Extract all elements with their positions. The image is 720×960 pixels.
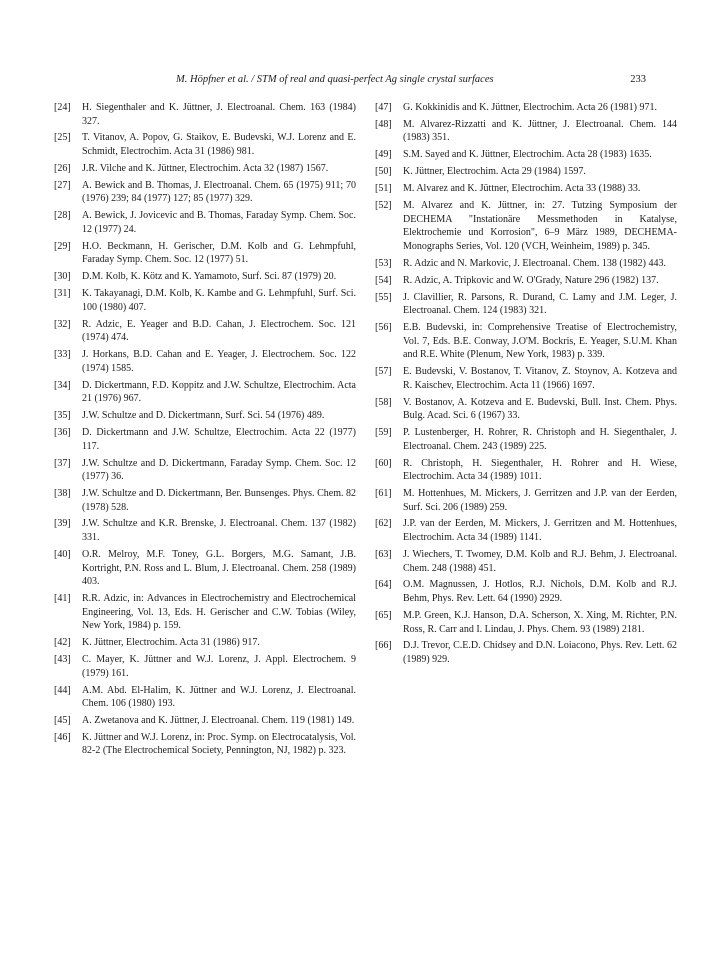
reference-text: D.M. Kolb, K. Kötz and K. Yamamoto, Surf. Sci. 87 (1979) 20.: [82, 271, 337, 283]
reference-number: [55]: [375, 291, 392, 303]
reference-entry: [375, 457, 677, 484]
reference-text: A.M. Abd. El-Halim, K. Jüttner and W.J. Lorenz, J. Electroanal. Chem. 106 (1980) 193.: [82, 684, 356, 710]
reference-entry: [54, 731, 356, 758]
reference-entry: [54, 162, 356, 176]
reference-entry: [375, 578, 677, 605]
reference-text: C. Mayer, K. Jüttner and W.J. Lorenz, J. Appl. Electrochem. 9 (1979) 161.: [82, 654, 356, 679]
reference-entry: [375, 396, 677, 423]
reference-entry: [54, 270, 356, 284]
reference-entry: [54, 684, 356, 711]
reference-text: H.O. Beckmann, H. Gerischer, D.M. Kolb and G. Lehmpfuhl, Faraday Symp. Chem. Soc. 12 (1977) 51.: [82, 240, 356, 266]
reference-number: [49]: [375, 149, 392, 161]
reference-entry: [54, 379, 356, 406]
reference-entry: [54, 131, 356, 158]
reference-number: [34]: [54, 379, 71, 391]
reference-number: [64]: [375, 579, 392, 591]
reference-entry: [375, 165, 677, 179]
reference-entry: [54, 548, 356, 589]
reference-number: [28]: [54, 210, 71, 222]
reference-entry: [54, 318, 356, 345]
reference-text: G. Kokkinidis and K. Jüttner, Electrochim. Acta 26 (1981) 971.: [403, 102, 657, 113]
reference-number: [61]: [375, 488, 392, 499]
reference-number: [38]: [54, 488, 71, 499]
reference-text: D. Dickertmann, F.D. Koppitz and J.W. Schultze, Electrochim. Acta 21 (1976) 967.: [82, 379, 356, 405]
reference-number: [37]: [54, 457, 71, 469]
reference-text: P. Lustenberger, H. Rohrer, R. Christoph and H. Siegenthaler, J. Electroanal. Chem. 243 (1989) 225.: [403, 427, 677, 452]
reference-number: [47]: [375, 102, 392, 113]
reference-text: M. Alvarez and K. Jüttner, in: 27. Tutzing Symposium der DECHEMA "Instationäre Messmethoden in Katalyse, Elektrochemie und Korrosion", 6–9 März 1989, DECHEMA-Monographs Series, Vol. 120 (VCH, Weinheim, 1989) p. 345.: [403, 200, 677, 252]
reference-number: [56]: [375, 321, 392, 333]
reference-number: [52]: [375, 200, 392, 212]
reference-entry: [375, 365, 677, 392]
reference-entry: [375, 426, 677, 453]
reference-text: J.R. Vilche and K. Jüttner, Electrochim. Acta 32 (1987) 1567.: [82, 162, 329, 174]
reference-entry: [54, 457, 356, 484]
reference-text: R. Adzic, E. Yeager and B.D. Cahan, J. Electrochem. Soc. 121 (1974) 474.: [82, 318, 356, 344]
reference-number: [59]: [375, 427, 392, 439]
running-title: M. Höpfner et al. / STM of real and quasi-perfect Ag single crystal surfaces: [176, 74, 494, 85]
reference-text: M.P. Green, K.J. Hanson, D.A. Scherson, X. Xing, M. Richter, P.N. Ross, R. Carr and I. Lindau, J. Phys. Chem. 93 (1989) 2181.: [403, 609, 677, 635]
reference-entry: [375, 148, 677, 162]
reference-entry: [54, 179, 356, 206]
reference-text: J.W. Schultze and D. Dickertmann, Ber. Bunsenges. Phys. Chem. 82 (1978) 528.: [82, 488, 356, 513]
reference-number: [25]: [54, 132, 71, 144]
reference-entry: [54, 653, 356, 680]
reference-number: [57]: [375, 366, 392, 378]
reference-number: [50]: [375, 166, 392, 178]
reference-text: M. Alvarez and K. Jüttner, Electrochim. Acta 33 (1988) 33.: [403, 183, 641, 195]
reference-number: [36]: [54, 427, 71, 439]
reference-number: [58]: [375, 396, 392, 408]
reference-entry: [54, 409, 356, 423]
reference-text: O.M. Magnussen, J. Hotlos, R.J. Nichols, D.M. Kolb and R.J. Behm, Phys. Rev. Lett. 64 (1990) 2929.: [403, 579, 677, 605]
reference-text: J.P. van der Eerden, M. Mickers, J. Gerritzen and M. Hottenhues, Electrochim. Acta 34 (1989) 1141.: [403, 518, 677, 544]
reference-text: A. Bewick and B. Thomas, J. Electroanal. Chem. 65 (1975) 911; 70 (1976) 239; 84 (1977) 127; 85 (1977) 329.: [82, 179, 356, 205]
reference-number: [51]: [375, 183, 392, 195]
reference-text: M. Hottenhues, M. Mickers, J. Gerritzen and J.P. van der Eerden, Surf. Sci. 206 (1989) 259.: [403, 488, 677, 513]
reference-entry: [375, 291, 677, 318]
reference-text: A. Bewick, J. Jovicevic and B. Thomas, Faraday Symp. Chem. Soc. 12 (1977) 24.: [82, 210, 356, 235]
reference-entry: [54, 592, 356, 633]
reference-entry: [54, 287, 356, 314]
reference-text: K. Jüttner, Electrochim. Acta 29 (1984) 1597.: [403, 166, 586, 178]
reference-entry: [375, 274, 677, 288]
reference-text: V. Bostanov, A. Kotzeva and E. Budevski, Bull. Inst. Chem. Phys. Bulg. Acad. Sci. 6 (1967) 33.: [403, 396, 677, 422]
reference-entry: [375, 517, 677, 544]
reference-entry: [54, 101, 356, 128]
reference-text: A. Zwetanova and K. Jüttner, J. Electroanal. Chem. 119 (1981) 149.: [82, 714, 355, 726]
reference-entry: [375, 118, 677, 145]
reference-text: J.W. Schultze and D. Dickertmann, Faraday Symp. Chem. Soc. 12 (1977) 36.: [82, 457, 356, 483]
reference-number: [33]: [54, 349, 71, 361]
reference-text: R. Christoph, H. Siegenthaler, H. Rohrer and H. Wiese, Electrochim. Acta 34 (1989) 1011.: [403, 457, 677, 483]
reference-entry: [375, 609, 677, 636]
reference-text: J. Horkans, B.D. Cahan and E. Yeager, J. Electrochem. Soc. 122 (1974) 1585.: [82, 349, 356, 374]
reference-text: D. Dickertmann and J.W. Schultze, Electrochim. Acta 22 (1977) 117.: [82, 427, 356, 452]
reference-text: J.W. Schultze and D. Dickertmann, Surf. Sci. 54 (1976) 489.: [82, 410, 325, 422]
reference-number: [46]: [54, 731, 71, 743]
reference-text: R.R. Adzic, in: Advances in Electrochemistry and Electrochemical Engineering, Vol. 13, Eds. H. Gerischer and C.W. Tobias (Wiley, New York, 1984) p. 159.: [82, 593, 356, 632]
reference-number: [42]: [54, 637, 71, 649]
reference-text: E. Budevski, V. Bostanov, T. Vitanov, Z. Stoynov, A. Kotzeva and R. Kaischev, Electrochim. Acta 11 (1966) 1697.: [403, 366, 677, 391]
reference-number: [45]: [54, 714, 71, 726]
reference-entry: [54, 209, 356, 236]
reference-text: J. Clavillier, R. Parsons, R. Durand, C. Lamy and J.M. Leger, J. Electroanal. Chem. 124 (1983) 321.: [403, 291, 677, 317]
reference-entry: [54, 348, 356, 375]
reference-text: J.W. Schultze and K.R. Brenske, J. Electroanal. Chem. 137 (1982) 331.: [82, 518, 356, 544]
reference-text: O.R. Melroy, M.F. Toney, G.L. Borgers, M.G. Samant, J.B. Kortright, P.N. Ross and L. Blum, J. Electroanal. Chem. 258 (1989) 403.: [82, 548, 356, 588]
reference-number: [63]: [375, 548, 392, 560]
reference-number: [44]: [54, 684, 71, 696]
reference-text: S.M. Sayed and K. Jüttner, Electrochim. Acta 28 (1983) 1635.: [403, 149, 652, 161]
reference-number: [35]: [54, 410, 71, 422]
reference-text: E.B. Budevski, in: Comprehensive Treatise of Electrochemistry, Vol. 7, Eds. B.E. Conway, J.O'M. Bockris, E. Yeager, S.U.M. Khan and R.E. White (Plenum, New York, 1983) p. 339.: [403, 321, 677, 361]
reference-number: [60]: [375, 457, 392, 469]
reference-number: [54]: [375, 274, 392, 286]
reference-number: [43]: [54, 654, 71, 666]
reference-text: K. Jüttner and W.J. Lorenz, in: Proc. Symp. on Electrocatalysis, Vol. 82-2 (The Electrochemical Society, Pennington, NJ, 1982) p. 323.: [82, 731, 356, 757]
reference-number: [27]: [54, 179, 71, 191]
running-header: [176, 73, 646, 87]
page-number: 233: [630, 74, 646, 85]
reference-entry: [375, 101, 677, 115]
reference-number: [39]: [54, 518, 71, 530]
reference-text: R. Adzic and N. Markovic, J. Electroanal. Chem. 138 (1982) 443.: [403, 257, 666, 269]
reference-text: K. Jüttner, Electrochim. Acta 31 (1986) 917.: [82, 637, 260, 649]
reference-entry: [54, 517, 356, 544]
reference-entry: [54, 714, 356, 728]
reference-number: [30]: [54, 271, 71, 283]
reference-entry: [375, 321, 677, 362]
reference-text: M. Alvarez-Rizzatti and K. Jüttner, J. Electroanal. Chem. 144 (1983) 351.: [403, 118, 677, 144]
reference-entry: [54, 636, 356, 650]
reference-number: [24]: [54, 102, 71, 113]
reference-entry: [375, 257, 677, 271]
references-right-column: [375, 101, 677, 670]
reference-entry: [375, 487, 677, 514]
reference-number: [29]: [54, 240, 71, 252]
reference-number: [66]: [375, 640, 392, 652]
reference-text: D.J. Trevor, C.E.D. Chidsey and D.N. Loiacono, Phys. Rev. Lett. 62 (1989) 929.: [403, 640, 677, 666]
reference-entry: [375, 548, 677, 575]
reference-text: J. Wiechers, T. Twomey, D.M. Kolb and R.J. Behm, J. Electroanal. Chem. 248 (1988) 451.: [403, 548, 677, 574]
reference-number: [53]: [375, 257, 392, 269]
reference-number: [40]: [54, 548, 71, 560]
reference-number: [32]: [54, 318, 71, 330]
reference-number: [41]: [54, 593, 71, 605]
reference-number: [31]: [54, 288, 71, 300]
reference-number: [48]: [375, 118, 392, 130]
reference-text: R. Adzic, A. Tripkovic and W. O'Grady, Nature 296 (1982) 137.: [403, 274, 659, 286]
reference-entry: [54, 240, 356, 267]
reference-entry: [375, 639, 677, 666]
reference-entry: [54, 487, 356, 514]
reference-number: [26]: [54, 162, 71, 174]
reference-text: K. Takayanagi, D.M. Kolb, K. Kambe and G. Lehmpfuhl, Surf. Sci. 100 (1980) 407.: [82, 288, 356, 313]
reference-entry: [375, 182, 677, 196]
references-left-column: [54, 101, 356, 761]
reference-text: T. Vitanov, A. Popov, G. Staikov, E. Budevski, W.J. Lorenz and E. Schmidt, Electrochim. Acta 31 (1986) 981.: [82, 132, 356, 158]
reference-entry: [375, 199, 677, 253]
reference-text: H. Siegenthaler and K. Jüttner, J. Electroanal. Chem. 163 (1984) 327.: [82, 102, 356, 127]
reference-number: [65]: [375, 609, 392, 621]
reference-entry: [54, 426, 356, 453]
reference-number: [62]: [375, 518, 392, 530]
